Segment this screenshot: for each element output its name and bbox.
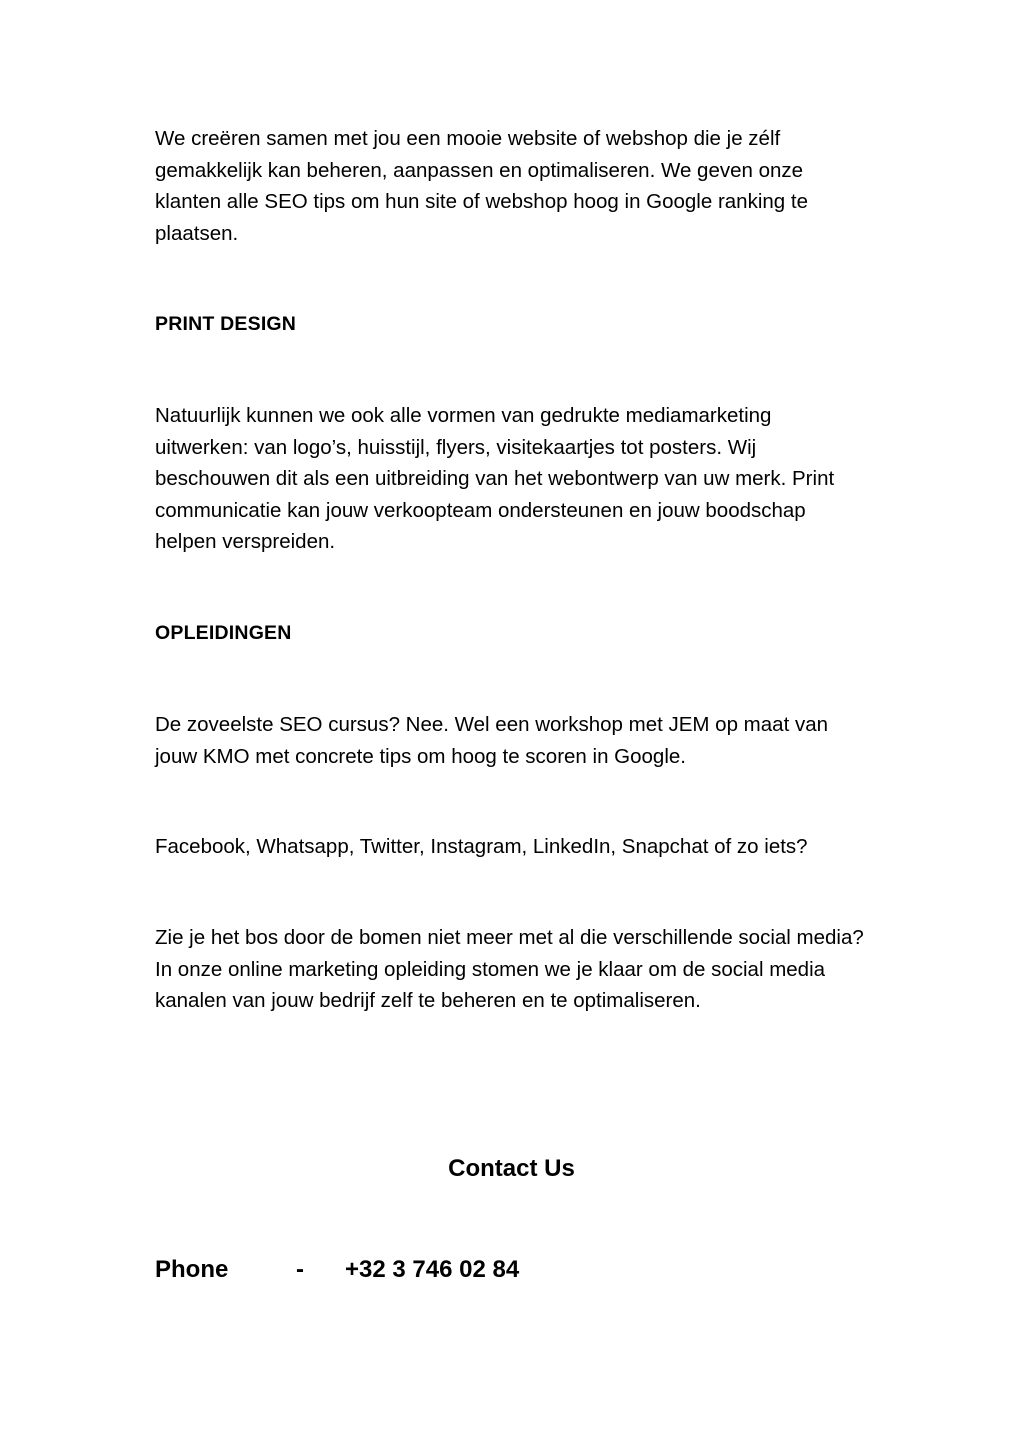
seo-workshop-paragraph: De zoveelste SEO cursus? Nee. Wel een workshop met JEM op maat van jouw KMO met concrete tips om hoog te scoren in Google. [155,713,829,768]
contact-us-title: Contact Us [448,1155,575,1182]
social-media-training-paragraph: Zie je het bos door de bomen niet meer met al die verschillende social media? In onze online marketing opleiding stomen we je klaar om de social media kanalen van jouw bedrijf zelf te beheren en te optimaliseren. [155,926,864,1012]
social-media-question-paragraph: Facebook, Whatsapp, Twitter, Instagram, LinkedIn, Snapchat of zo iets? [155,835,808,858]
phone-label: Phone [155,1256,229,1283]
opleidingen-heading: OPLEIDINGEN [155,622,292,644]
print-design-heading: PRINT DESIGN [155,313,297,335]
intro-paragraph: We creëren samen met jou een mooie website of webshop die je zélf gemakkelijk kan beheren, aanpassen en optimaliseren. We geven onze klanten alle SEO tips om hun site of webshop hoog in Google ranking te plaatsen. [155,127,808,245]
print-design-paragraph: Natuurlijk kunnen we ook alle vormen van gedrukte mediamarketing uitwerken: van logo’s, huisstijl, flyers, visitekaartjes tot posters. Wij beschouwen dit als een uitbreiding van het webontwerp van uw merk. Print communicatie kan jouw verkoopteam ondersteunen en jouw boodschap helpen verspreiden. [155,404,835,553]
phone-row [155,1256,655,1288]
phone-number: +32 3 746 02 84 [345,1256,520,1283]
phone-separator: - [296,1256,304,1283]
